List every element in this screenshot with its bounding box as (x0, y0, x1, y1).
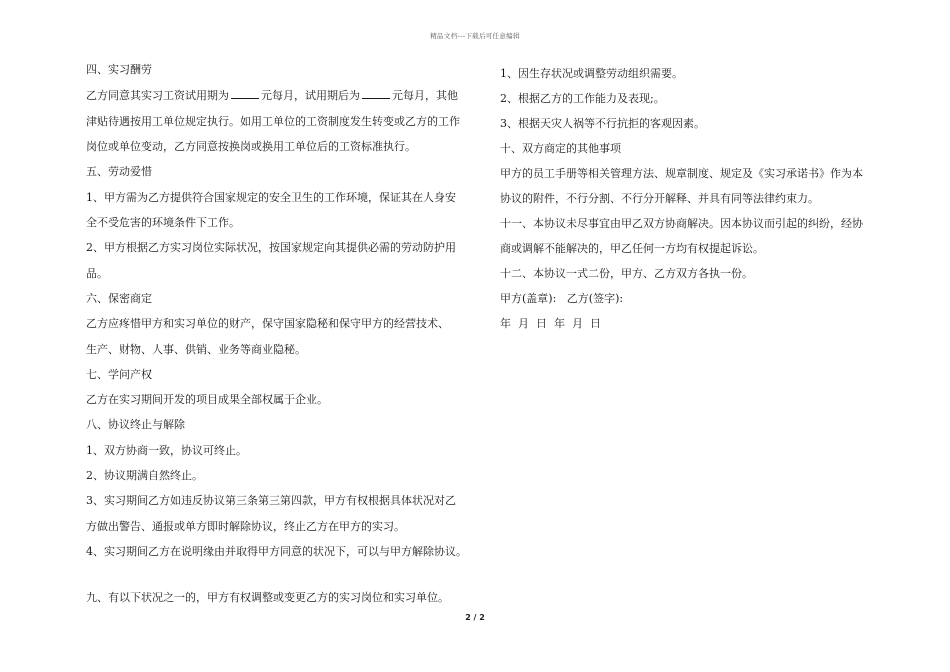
paragraph-line: 1、因生存状况或调整劳动组织需要。 (500, 67, 683, 80)
page-header: 精品文档---下载后可任意编辑 (430, 32, 520, 40)
paragraph-line: 十二、本协议一式二份，甲方、乙方双方各执一份。 (500, 267, 753, 280)
signature-line: 甲方(盖章): 乙方(签字): (500, 292, 624, 305)
paragraph-line: 乙方应疼惜甲方和实习单位的财产，保守国家隐秘和保守甲方的经营技术、 (86, 317, 449, 330)
paragraph-line: 岗位或单位变动，乙方同意按换岗或换用工单位后的工资标准执行。 (86, 140, 416, 153)
paragraph-line: 品。 (86, 267, 108, 280)
paragraph-line: 全不受危害的环境条件下工作。 (86, 216, 240, 229)
paragraph-line: 2、协议期满自然终止。 (86, 469, 203, 482)
paragraph-line: 2、甲方根据乙方实习岗位实际状况，按国家规定向其提供必需的劳动防护用 (86, 241, 456, 254)
paragraph-line: 3、根据天灾人祸等不行抗拒的客观因素。 (500, 117, 705, 130)
section-heading-6: 六、保密商定 (86, 292, 152, 305)
text-segment: 元每月，试用期后为 (261, 89, 360, 102)
section-heading-7: 七、学问产权 (86, 368, 152, 381)
text-segment: 乙方同意其实习工资试用期为 (86, 89, 229, 102)
blank-field (362, 89, 390, 99)
paragraph-line: 方做出警告、通报或单方即时解除协议，终止乙方在甲方的实习。 (86, 520, 405, 533)
paragraph-line: 3、实习期间乙方如违反协议第三条第三第四款，甲方有权根据具体状况对乙 (86, 494, 456, 507)
blank-field (231, 89, 259, 99)
text-segment: 元每月，其他 (392, 89, 458, 102)
paragraph-line (86, 89, 458, 102)
paragraph-line: 1、双方协商一致，协议可终止。 (86, 444, 247, 457)
paragraph-line: 1、甲方需为乙方提供符合国家规定的安全卫生的工作环境，保证其在人身安 (86, 191, 456, 204)
paragraph-line: 津贴待遇按用工单位规定执行。如用工单位的工资制度发生转变或乙方的工作 (86, 115, 460, 128)
section-heading-8: 八、协议终止与解除 (86, 418, 185, 431)
date-line: 年 月 日 年 月 日 (500, 317, 601, 330)
paragraph-line: 协议的附件，不行分割、不行分开解释、并具有同等法律约束力。 (500, 192, 819, 205)
paragraph-line: 生产、财物、人事、供销、业务等商业隐秘。 (86, 343, 306, 356)
paragraph-line: 十一、本协议未尽事宜由甲乙双方协商解决。因本协议而引起的纠纷，经协 (500, 217, 863, 230)
paragraph-line: 商或调解不能解决的，甲乙任何一方均有权提起诉讼。 (500, 242, 764, 255)
section-heading-9: 九、有以下状况之一的，甲方有权调整或变更乙方的实习岗位和实习单位。 (86, 591, 449, 604)
page-number: 2 / 2 (465, 613, 485, 622)
paragraph-line: 2、根据乙方的工作能力及表现;。 (500, 92, 665, 105)
section-heading-4: 四、实习酬劳 (86, 63, 152, 76)
paragraph-line: 4、实习期间乙方在说明缘由并取得甲方同意的状况下，可以与甲方解除协议。 (86, 545, 467, 558)
section-heading-5: 五、劳动爱惜 (86, 165, 152, 178)
section-heading-10: 十、双方商定的其他事项 (500, 142, 621, 155)
paragraph-line: 乙方在实习期间开发的项目成果全部权属于企业。 (86, 393, 328, 406)
paragraph-line: 甲方的员工手册等相关管理方法、规章制度、规定及《实习承诺书》作为本 (500, 167, 863, 180)
